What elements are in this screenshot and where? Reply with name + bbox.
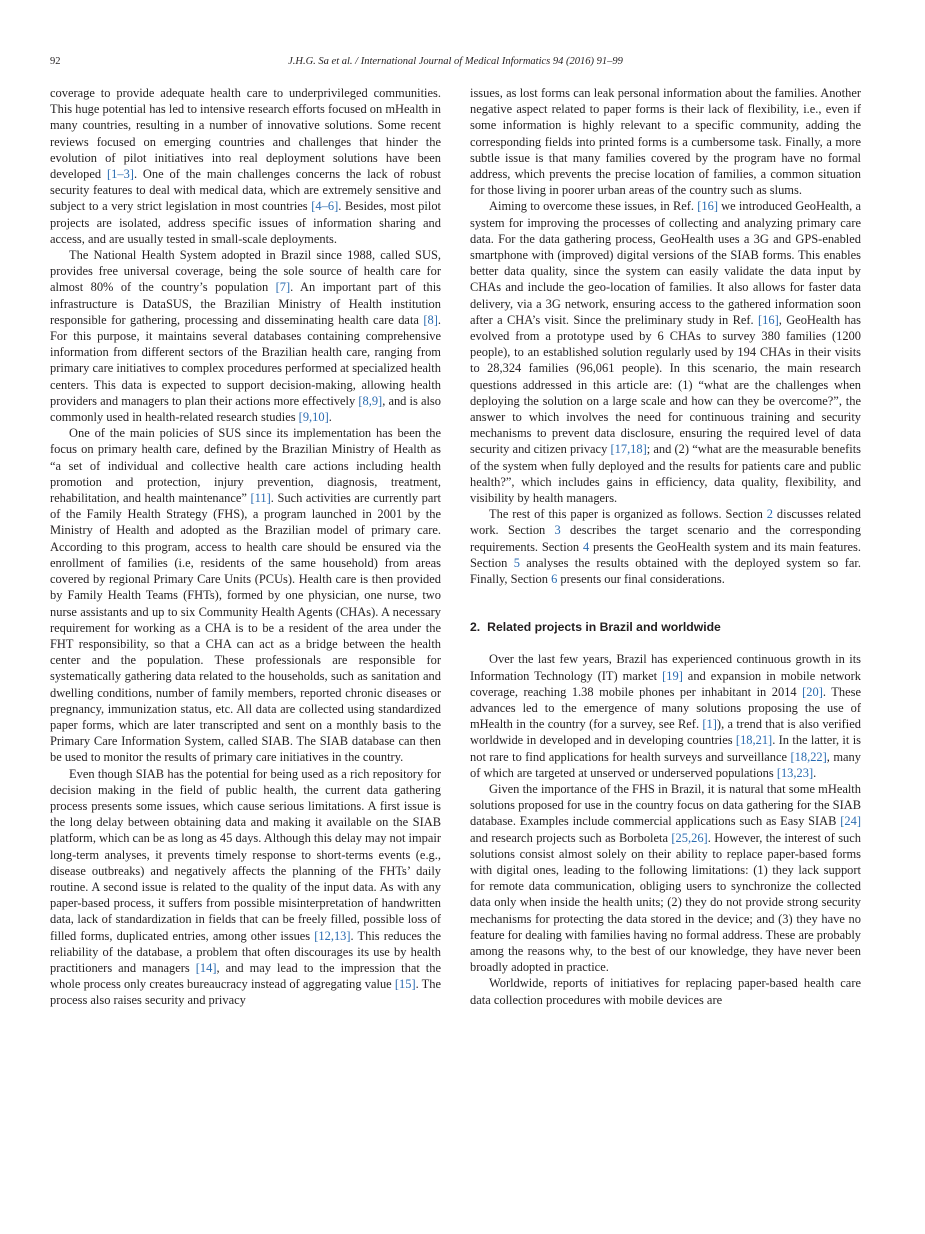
paragraph: The National Health System adopted in Brazil since 1988, called SUS, provides free universal coverage, being the sole source of health care for almost 80% of the country’s population [7]. An important part of this infrastructure is DataSUS, the Brazilian Ministry of Health institution responsible for gathering, processing and disseminating health care data [8]. For this purpose, it maintains several databases containing comprehensive information from different sectors of the Brazilian health care, ranging from primary care initiatives to complex procedures performed at specialized health centers. This data is expected to support decision-making, allowing health providers and managers to plan their actions more effectively [8,9], and is also commonly used in health-related research studies [9,10]. bbox=[50, 248, 441, 425]
paragraph: issues, as lost forms can leak personal information about the families. Another negative aspect related to paper forms is their lack of flexibility, i.e., even if some information is highly relevant to a specific community, adding the corresponding fields into printed forms is a cumbersome task. Finally, a more subtle issue is that many families covered by the program have no formal address, which prevents the precise location of families, a common situation for those living in poorer urban areas of the country such as slums. bbox=[470, 86, 861, 198]
paragraph: Given the importance of the FHS in Brazil, it is natural that some mHealth solutions proposed for use in the country focus on data gathering for the SIAB database. Examples include commercial applications such as Easy SIAB [24] and research projects such as Borboleta [25,26]. However, the interest of such solutions consist almost solely on their ability to replace paper-based forms with digital ones, leading to the following limitations: (1) they lack support for remote data communication, obliging users to synchronize the collected data only when inside the health units; (2) they do not provide strong security mechanisms for protecting the data stored in the device; and (3) they have no feature for dealing with families having no formal address. These are probably among the reasons why, to the best of our knowledge, they have never been broadly adopted in practice. bbox=[470, 781, 861, 975]
citation-link[interactable]: [15] bbox=[394, 977, 416, 992]
page-header bbox=[50, 56, 861, 70]
paragraph: coverage to provide adequate health care to underprivileged communities. This huge potential has led to intensive research efforts focused on mHealth in many countries, resulting in a number of innovative solutions. Some recent reviews focused on emerging countries and challenges that hinder the evolution of pilot initiatives into real deployment solutions have been developed [1–3]. One of the main challenges concerns the lack of robust security features to deal with medical data, which are extremely sensitive and subject to a very strict legislation in most countries [4–6]. Besides, most pilot projects are isolated, address specific issues of information sharing and access, and are usually tested in small-scale deployments. bbox=[50, 86, 441, 246]
section-number: 2. bbox=[470, 620, 481, 635]
citation-link[interactable]: [18,22] bbox=[790, 749, 827, 764]
citation-link[interactable]: [9,10] bbox=[298, 410, 329, 425]
paragraph: Worldwide, reports of initiatives for replacing paper-based health care data collection procedures with mobile devices are bbox=[470, 976, 861, 1007]
citation-link[interactable]: [8] bbox=[423, 312, 438, 327]
citation-link[interactable]: [1] bbox=[702, 717, 717, 732]
citation-link[interactable]: [14] bbox=[195, 960, 217, 975]
section-link[interactable]: 2 bbox=[766, 507, 773, 522]
citation-link[interactable]: [12,13] bbox=[314, 928, 351, 943]
paragraph: Over the last few years, Brazil has experienced continuous growth in its Information Technology (IT) market [19] and expansion in mobile network coverage, reaching 1.38 mobile phones per inhabitant in 2014 [20]. These advances led to the emergence of many solutions proposing the use of mHealth in the country (for a survey, see Ref. [1]), a trend that is also verified worldwide in developed and in developing countries [18,21]. In the latter, it is not rare to find applications for health surveys and surveillance [18,22], many of which are targeted at unserved or underserved populations [13,23]. bbox=[470, 652, 861, 780]
section-link[interactable]: 6 bbox=[551, 572, 558, 587]
page-number: 92 bbox=[50, 56, 61, 67]
paragraph: The rest of this paper is organized as follows. Section 2 discusses related work. Section 3 describes the target scenario and the corresponding requirements. Section 4 presents the GeoHealth system and its main features. Section 5 analyses the results obtained with the deployed system so far. Finally, Section 6 presents our final considerations. bbox=[470, 507, 862, 587]
citation-link[interactable]: [4–6] bbox=[311, 199, 339, 214]
section-title: Related projects in Brazil and worldwide bbox=[487, 620, 721, 635]
section-link[interactable]: 3 bbox=[554, 523, 561, 538]
citation-link[interactable]: [16] bbox=[758, 312, 779, 327]
citation-link[interactable]: [17,18] bbox=[610, 442, 647, 457]
section-link[interactable]: 4 bbox=[582, 539, 590, 554]
citation-link[interactable]: [1–3] bbox=[106, 167, 134, 182]
paragraph: One of the main policies of SUS since its implementation has been the focus on primary health care, defined by the Brazilian Ministry of Health as “a set of individual and collective health care actions including health promotion and protection, injury prevention, diagnosis, treatment, rehabilitation, and health maintenance” [11]. Such activities are currently part of the Family Health Strategy (FHS), a program launched in 2001 by the Ministry of Health and adopted as the Brazilian model of primary care. According to this program, access to health care should be ensured via the enrollment of families (i.e, residents of the same household) from areas covered by regional Primary Care Units (PCUs). Health care is then provided by Family Health Teams (FHTs), formed by one physician, one nurse, two nurse assistants and up to six Community Health Agents (CHAs). A necessary requirement for working as a CHA is to be a resident of the area under the FHT responsibility, so that a CHA can act as a bridge between the health center and the population. These professionals are responsible for systematically gathering data related to the households, such as sanitation and dwelling conditions, number of family members, reported chronic diseases or pregnancy, immunization status, etc. All data are collected using standardized paper forms, which are later transcripted and sent on a monthly basis to the Primary Care Information System, called SIAB. The SIAB database can then be used to monitor the results of primary care initiatives in the country. bbox=[50, 426, 442, 765]
section-link[interactable]: 5 bbox=[513, 555, 520, 570]
citation-link[interactable]: [16] bbox=[697, 199, 718, 214]
citation-link[interactable]: [18,21] bbox=[735, 733, 773, 748]
citation-link[interactable]: [13,23] bbox=[776, 765, 814, 780]
running-head: J.H.G. Sa et al. / International Journal of Medical Informatics 94 (2016) 91–99 bbox=[288, 56, 623, 67]
citation-link[interactable]: [7] bbox=[275, 280, 291, 295]
citation-link[interactable]: [20] bbox=[802, 684, 823, 699]
right-column bbox=[470, 85, 861, 1008]
citation-link[interactable]: [8,9] bbox=[358, 393, 383, 408]
paragraph: Aiming to overcome these issues, in Ref. [16] we introduced GeoHealth, a system for improving the processes of collecting and analyzing primary care data. For the data gathering process, GeoHealth uses a 3G and GPS-enabled smartphone with (improved) digital versions of the SIAB forms. This enables better data quality, since the system can easily validate the data input by CHAs and include the geo-location of families. It also allows for faster data delivery, via a 3G network, ensuring access to the gathered information soon after a CHA’s visit. Since the preliminary study in Ref. [16], GeoHealth has evolved from a prototype used by 6 CHAs to survey 380 families (1200 people), to an established solution regularly used by 194 CHAs in their visits to 28,324 families (96,061 people). In this scenario, the main research questions addressed in this article are: (1) “what are the challenges when deploying the solution on a large scale and how can they be overcome?”, the answer to which involves the need for continuous training and security mechanisms to prevent data disclosure, ensuring the required level of data security and citizen privacy [17,18]; and (2) “what are the measurable benefits of the system when fully deployed and the results for patients care and public health?”, which includes gains in efficiency, data quality, flexibility, and visibility by health managers. bbox=[470, 199, 862, 506]
left-column bbox=[50, 85, 441, 1009]
citation-link[interactable]: [25,26] bbox=[671, 830, 708, 845]
paragraph: Even though SIAB has the potential for being used as a rich repository for decision making in the field of public health, the current data gathering process presents some issues, which cause serious limitations. A first issue is the long delay between obtaining data and making it available on the SIAB platform, which can be as long as 45 days. Although this delay may not impair long-term analyses, it prevents timely response to short-terms events (e.g., disease outbreaks) and negatively affects the planning of the FHTs’ daily routine. A second issue is related to the quality of the input data. As with any paper-based process, it suffers from possible misinterpretation of handwritten data, lack of standardization in fields that can be freely filled, possible loss of filled forms, duplicated entries, among other issues [12,13]. This reduces the reliability of the database, a problem that often discourages its use by health practitioners and managers [14], and may lead to the impression that the whole process only creates bureaucracy instead of aggregating value [15]. The process also raises security and privacy bbox=[50, 766, 442, 1008]
citation-link[interactable]: [11] bbox=[250, 491, 271, 506]
citation-link[interactable]: [24] bbox=[840, 814, 861, 829]
citation-link[interactable]: [19] bbox=[662, 668, 683, 683]
section-heading bbox=[470, 619, 861, 635]
